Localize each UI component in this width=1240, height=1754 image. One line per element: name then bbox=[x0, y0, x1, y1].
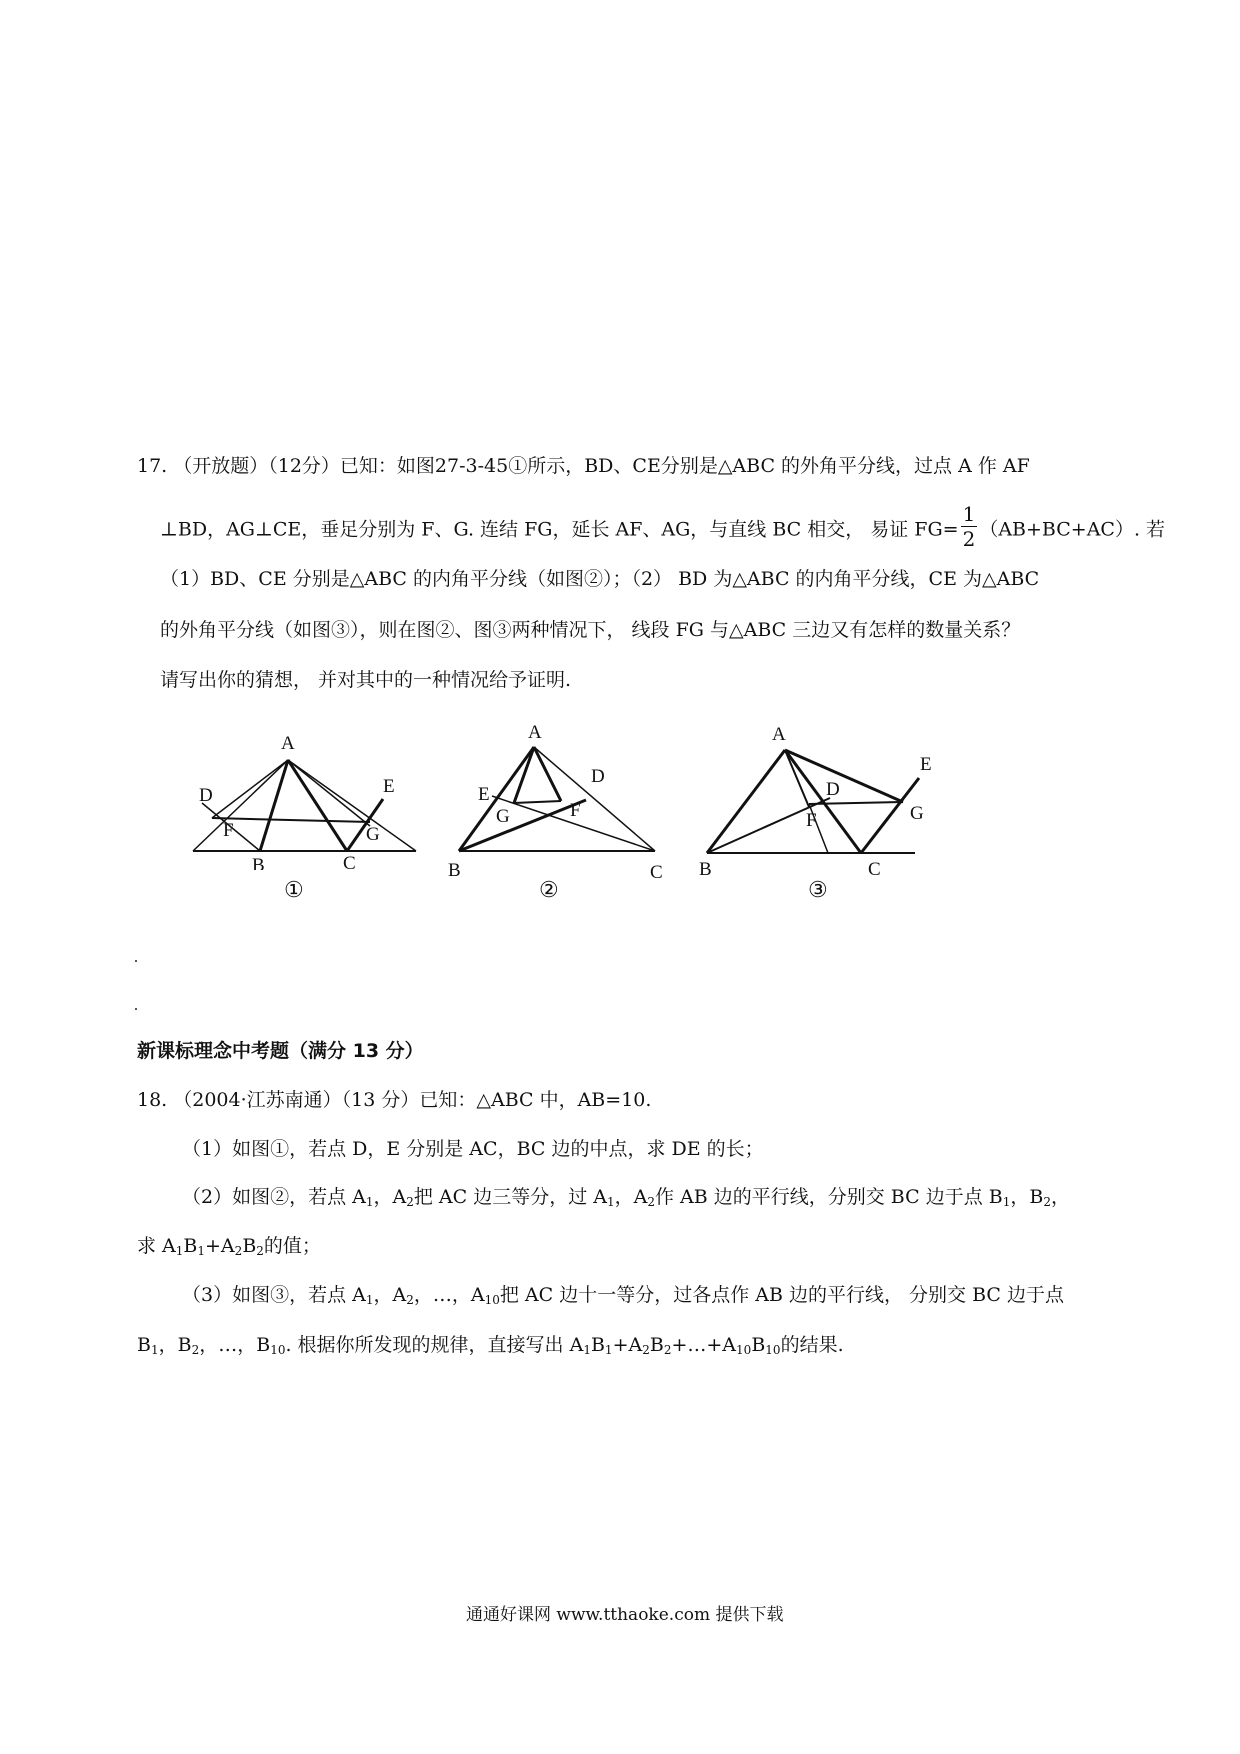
fig1-label-d: D bbox=[199, 785, 213, 806]
subscript: 2 bbox=[642, 1343, 650, 1357]
q18-part2-text: 把 AC 边三等分，过 A bbox=[413, 1186, 607, 1208]
q18-part3-text: B bbox=[590, 1334, 605, 1356]
fig1-line-ext-right bbox=[288, 760, 416, 851]
q17-line2-post: （AB+BC+AC）. 若 bbox=[979, 518, 1166, 541]
fig2-line-af bbox=[534, 747, 561, 801]
fig3-label-a: A bbox=[772, 724, 786, 745]
q18-part2-text: 求 A bbox=[137, 1235, 176, 1257]
fig1-label-e: E bbox=[383, 776, 395, 797]
fig1-label-c: C bbox=[343, 853, 356, 870]
q17-line1: 17. （开放题）（12分）已知：如图27-3-45①所示，BD、CE分别是△ABC 的外角平分线，过点 A 作 AF bbox=[137, 455, 1030, 477]
q18-part3-text: ，B bbox=[158, 1334, 192, 1356]
fig2-label-g: G bbox=[496, 806, 510, 827]
q18-part3-text: （3）如图③，若点 A bbox=[182, 1284, 366, 1306]
q18-part3-line2 bbox=[137, 1332, 844, 1363]
q18-part2-text: ，B bbox=[1010, 1186, 1044, 1208]
fig3-label-g: G bbox=[910, 803, 924, 824]
subscript: 10 bbox=[765, 1343, 781, 1357]
q18-part2-text: （2）如图②，若点 A bbox=[182, 1186, 366, 1208]
fraction-numerator: 1 bbox=[962, 502, 976, 526]
q17-line3: （1）BD、CE 分别是△ABC 的内角平分线（如图②）；（2） BD 为△ABC 的内角平分线，CE 为△ABC bbox=[160, 568, 1040, 590]
q18-part3-text: 把 AC 边十一等分，过各点作 AB 边的平行线， 分别交 BC 边于点 bbox=[499, 1284, 1064, 1306]
q18-part3-text: ，A bbox=[373, 1284, 407, 1306]
fig3-label-c: C bbox=[868, 859, 881, 880]
fig1-caption: ① bbox=[284, 878, 304, 903]
scan-mark bbox=[135, 1008, 137, 1010]
subscript: 1 bbox=[365, 1195, 374, 1209]
fig3-label-f: F bbox=[806, 810, 817, 831]
fig1-label-b: B bbox=[252, 855, 265, 870]
fig3-label-b: B bbox=[699, 859, 712, 880]
fig2-line-ag bbox=[514, 747, 534, 803]
fig3-label-e: E bbox=[920, 754, 932, 775]
fig3-caption: ③ bbox=[808, 878, 828, 903]
fig2-label-d: D bbox=[591, 766, 605, 787]
subscript: 1 bbox=[197, 1244, 206, 1258]
q18-part3-text: B bbox=[751, 1334, 766, 1356]
subscript: 1 bbox=[150, 1343, 159, 1357]
section-heading: 新课标理念中考题（满分 13 分） bbox=[137, 1040, 424, 1062]
q18-part3-text: +A bbox=[612, 1334, 643, 1356]
subscript: 2 bbox=[234, 1244, 243, 1258]
fraction-denominator: 2 bbox=[962, 527, 976, 551]
fig1-label-a: A bbox=[281, 733, 295, 754]
fig2-caption: ② bbox=[539, 878, 559, 903]
fig2-label-f: F bbox=[570, 800, 581, 821]
q17-line2 bbox=[160, 502, 1166, 553]
q18-part3-text: 的结果. bbox=[780, 1334, 844, 1356]
fig1-label-f: F bbox=[223, 820, 234, 841]
figure-3 bbox=[690, 720, 945, 885]
fig2-label-e: E bbox=[478, 784, 490, 805]
q18-part2-text: 的值； bbox=[263, 1235, 321, 1257]
q17-line2-pre: ⊥BD，AG⊥CE，垂足分别为 F、G. 连结 FG，延长 AF、AG，与直线 BC 相交， 易证 FG= bbox=[160, 518, 959, 541]
q18-part2 bbox=[182, 1184, 1070, 1215]
q18-part2-text: ，A bbox=[373, 1186, 407, 1208]
q18-part1: （1）如图①，若点 D，E 分别是 AC，BC 边的中点，求 DE 的长； bbox=[182, 1138, 764, 1160]
subscript: 2 bbox=[191, 1343, 200, 1357]
q18-part2-text: +A bbox=[205, 1235, 235, 1257]
q18-part3-text: B bbox=[137, 1334, 151, 1356]
q18-part3-text: . 根据你所发现的规律，直接写出 A bbox=[285, 1334, 584, 1356]
subscript: 2 bbox=[1043, 1195, 1051, 1209]
q18-part2-text: ， bbox=[1050, 1186, 1070, 1208]
scan-mark bbox=[135, 960, 137, 962]
subscript: 10 bbox=[484, 1293, 500, 1307]
subscript: 2 bbox=[647, 1195, 655, 1209]
fraction-one-half bbox=[961, 504, 978, 549]
q18-part3-text: ，…，A bbox=[413, 1284, 485, 1306]
subscript: 1 bbox=[175, 1244, 184, 1258]
fig1-line-af bbox=[212, 760, 288, 818]
q18-part3-text: ，…，B bbox=[199, 1334, 271, 1356]
fig2-label-c: C bbox=[650, 862, 663, 883]
subscript: 1 bbox=[606, 1195, 615, 1209]
q18-part2-text: B bbox=[183, 1235, 198, 1257]
fig3-side-ab bbox=[707, 750, 785, 853]
page-footer: 通通好课网 www.tthaoke.com 提供下载 bbox=[466, 1605, 784, 1625]
q18-part2-text: ，A bbox=[614, 1186, 648, 1208]
subscript: 10 bbox=[270, 1343, 286, 1357]
figure-1 bbox=[180, 720, 430, 870]
q18-part2-text: 作 AB 边的平行线，分别交 BC 边于点 B bbox=[655, 1186, 1003, 1208]
subscript: 2 bbox=[406, 1293, 414, 1307]
subscript: 2 bbox=[663, 1343, 672, 1357]
subscript: 1 bbox=[604, 1343, 613, 1357]
subscript: 2 bbox=[406, 1195, 414, 1209]
fig1-line-fg bbox=[212, 818, 370, 822]
q18-part3-text: B bbox=[649, 1334, 664, 1356]
subscript: 1 bbox=[365, 1293, 374, 1307]
fig1-label-g: G bbox=[366, 824, 380, 845]
figure-2 bbox=[448, 720, 673, 885]
fig2-label-a: A bbox=[528, 722, 542, 743]
fig1-side-ac bbox=[288, 760, 347, 851]
q18-part2-text: B bbox=[242, 1235, 257, 1257]
q18-part3 bbox=[182, 1282, 1064, 1313]
fig2-label-b: B bbox=[448, 860, 461, 881]
q18-part3-text: +…+A bbox=[671, 1334, 737, 1356]
subscript: 10 bbox=[736, 1343, 752, 1357]
fig3-label-d: D bbox=[826, 779, 840, 800]
subscript: 1 bbox=[583, 1343, 591, 1357]
q17-line4: 的外角平分线（如图③），则在图②、图③两种情况下， 线段 FG 与△ABC 三边又有怎样的数量关系？ bbox=[160, 619, 1021, 641]
fig2-line-fg bbox=[514, 801, 561, 803]
q18-part2-line2 bbox=[137, 1233, 321, 1264]
subscript: 2 bbox=[256, 1244, 264, 1258]
q17-line5: 请写出你的猜想， 并对其中的一种情况给予证明. bbox=[160, 669, 572, 691]
fig2-side-ac bbox=[534, 747, 655, 851]
q18-line1: 18. （2004·江苏南通）（13 分）已知：△ABC 中，AB=10. bbox=[137, 1089, 652, 1111]
fig1-line-ag bbox=[288, 760, 370, 826]
subscript: 1 bbox=[1002, 1195, 1011, 1209]
